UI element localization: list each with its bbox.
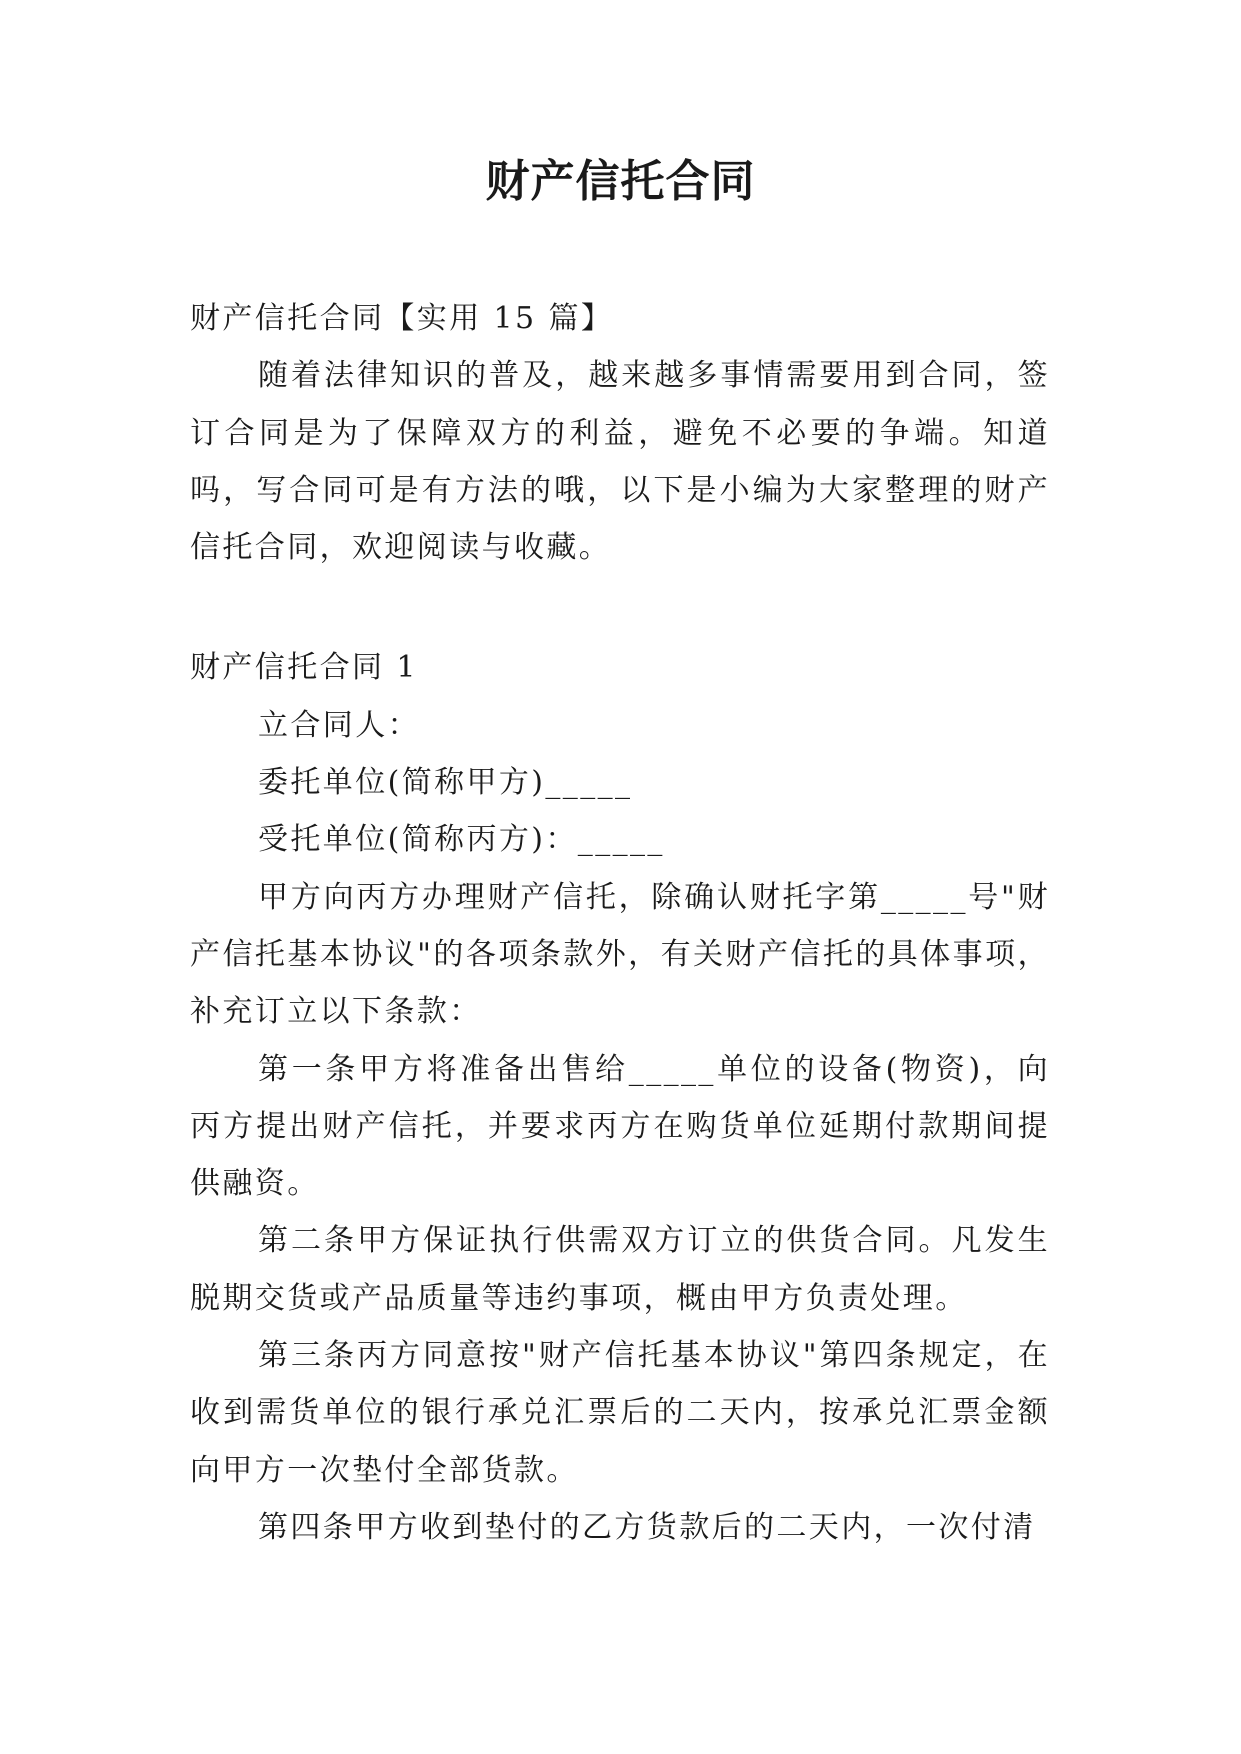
document-body	[190, 290, 1050, 1556]
intro-paragraph: 随着法律知识的普及，越来越多事情需要用到合同，签订合同是为了保障双方的利益，避免不必要的争端。知道吗，写合同可是有方法的哦，以下是小编为大家整理的财产信托合同，欢迎阅读与收藏。	[190, 358, 1050, 566]
document-title: 财产信托合同	[485, 156, 756, 207]
parties-label: 立合同人：	[258, 707, 420, 743]
party-a-line: 委托单位(简称甲方)_____	[258, 765, 633, 801]
clause-3: 第三条丙方同意按"财产信托基本协议"第四条规定，在收到需货单位的银行承兑汇票后的二天内，按承兑汇票金额向甲方一次垫付全部货款。	[190, 1338, 1050, 1488]
clause-4: 第四条甲方收到垫付的乙方货款后的二天内，一次付清	[258, 1509, 1036, 1545]
preamble-paragraph: 甲方向丙方办理财产信托，除确认财托字第_____号"财产信托基本协议"的各项条款外，有关财产信托的具体事项，补充订立以下条款：	[190, 879, 1050, 1030]
section-heading: 财产信托合同 1	[190, 650, 418, 686]
document-subtitle: 财产信托合同【实用 15 篇】	[190, 301, 614, 336]
section-spacer	[190, 576, 1050, 639]
clause-2: 第二条甲方保证执行供需双方订立的供货合同。凡发生脱期交货或产品质量等违约事项，概由甲方负责处理。	[190, 1223, 1050, 1316]
party-c-line: 受托单位(简称丙方)：_____	[258, 822, 665, 858]
clause-1: 第一条甲方将准备出售给_____单位的设备(物资)，向丙方提出财产信托，并要求丙方在购货单位延期付款期间提供融资。	[190, 1051, 1050, 1202]
